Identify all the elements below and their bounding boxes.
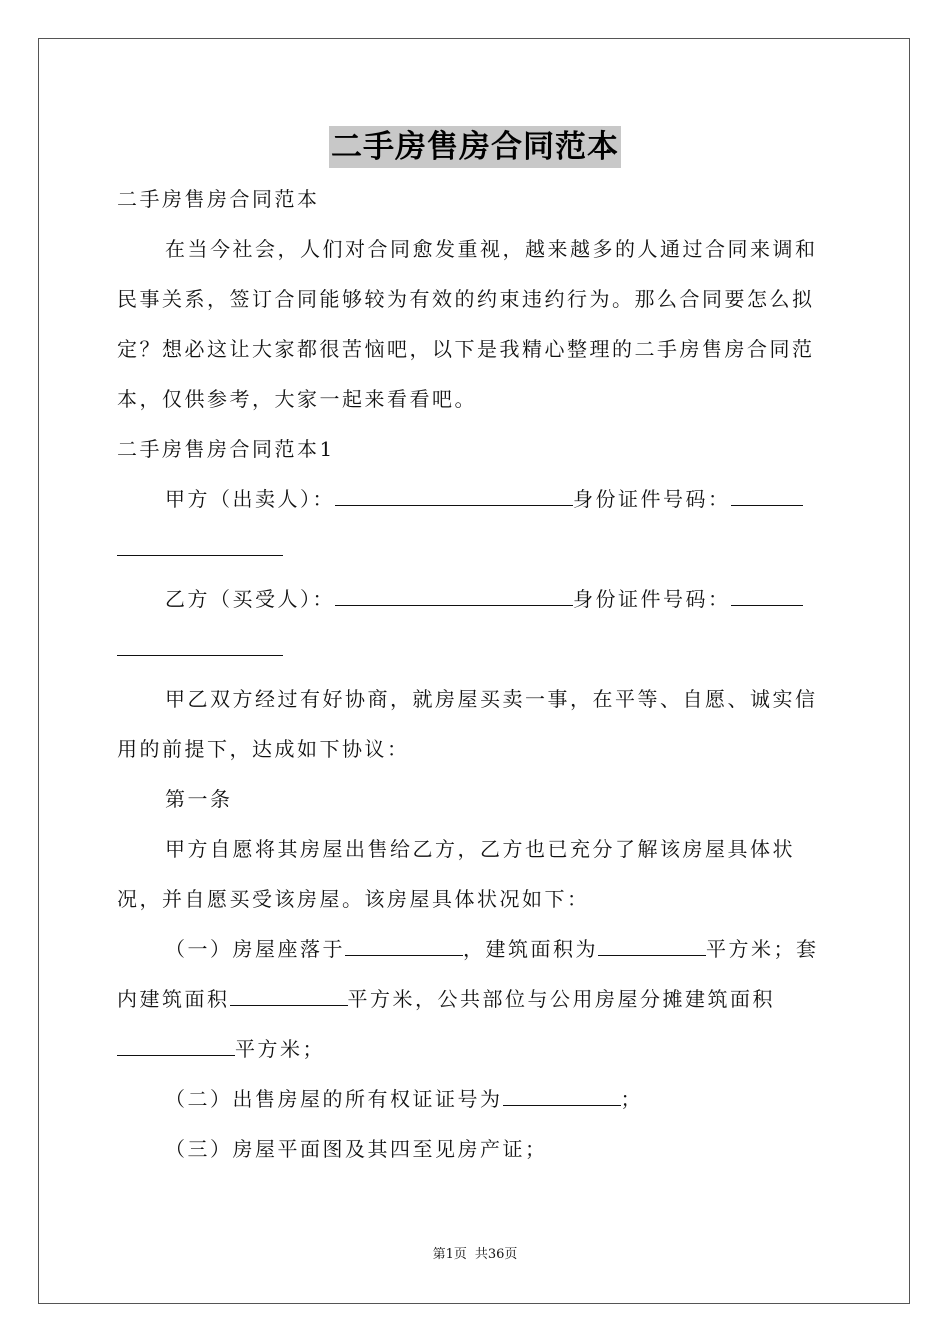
intro-paragraph: 在当今社会，人们对合同愈发重视，越来越多的人通过合同来调和民事关系，签订合同能够较为有效的约束违约行为。那么合同要怎么拟定？想必这让大家都很苦恼吧，以下是我精心整理的二手房售房合同范本，仅供参考，大家一起来看看吧。	[117, 237, 818, 411]
certificate-number-blank	[503, 1081, 621, 1106]
agreement-paragraph: 甲乙双方经过有好协商，就房屋买卖一事，在平等、自愿、诚实信用的前提下，达成如下协议：	[117, 687, 818, 761]
item-1-part-b: ，建筑面积为	[463, 937, 598, 961]
party-a-label: 甲方（出卖人）：	[165, 487, 335, 511]
subtitle: 二手房售房合同范本	[117, 187, 320, 211]
party-a-id-label: 身份证件号码：	[573, 487, 731, 511]
item-1-part-a: （一）房屋座落于	[165, 937, 345, 961]
party-b-label: 乙方（买受人）：	[165, 587, 335, 611]
page-number: 第1页	[432, 1247, 467, 1262]
article-1-title: 第一条	[165, 787, 233, 811]
party-a-blank	[335, 481, 573, 506]
party-b-id-continued	[117, 624, 835, 674]
item-3: （三）房屋平面图及其四至见房产证；	[165, 1137, 548, 1161]
document-title: 二手房售房合同范本	[329, 126, 621, 168]
party-b-id-blank	[731, 581, 803, 606]
party-b-id-label: 身份证件号码：	[573, 587, 731, 611]
item-1-part-d: 平方米，公共部位与公用房屋分摊建筑面积	[347, 987, 775, 1011]
item-2-part-a: （二）出售房屋的所有权证证号为	[165, 1087, 503, 1111]
party-a-id-continued	[117, 524, 835, 574]
item-1-part-e: 平方米；	[235, 1037, 325, 1061]
article-1-text: 甲方自愿将其房屋出售给乙方，乙方也已充分了解该房屋具体状况，并自愿买受该房屋。该房屋具体状况如下：	[117, 837, 795, 911]
building-area-blank	[598, 931, 706, 956]
party-a-id-blank	[731, 481, 803, 506]
document-body	[117, 174, 835, 1174]
item-2	[117, 1074, 835, 1124]
party-a-id-blank-2	[117, 531, 283, 556]
party-b-id-blank-2	[117, 631, 283, 656]
item-1	[117, 924, 835, 1074]
title-container	[0, 126, 950, 168]
shared-area-blank	[117, 1031, 235, 1056]
item-1-part-c: 平方米；套内建筑面积	[117, 937, 819, 1011]
section-heading: 二手房售房合同范本1	[117, 437, 335, 461]
total-pages: 共36页	[474, 1247, 518, 1262]
inner-area-blank	[230, 981, 348, 1006]
party-a-line	[117, 474, 835, 524]
page-footer	[0, 1243, 950, 1262]
party-b-line	[117, 574, 835, 624]
party-b-blank	[335, 581, 573, 606]
item-2-part-b: ；	[620, 1087, 643, 1111]
location-blank	[345, 931, 463, 956]
